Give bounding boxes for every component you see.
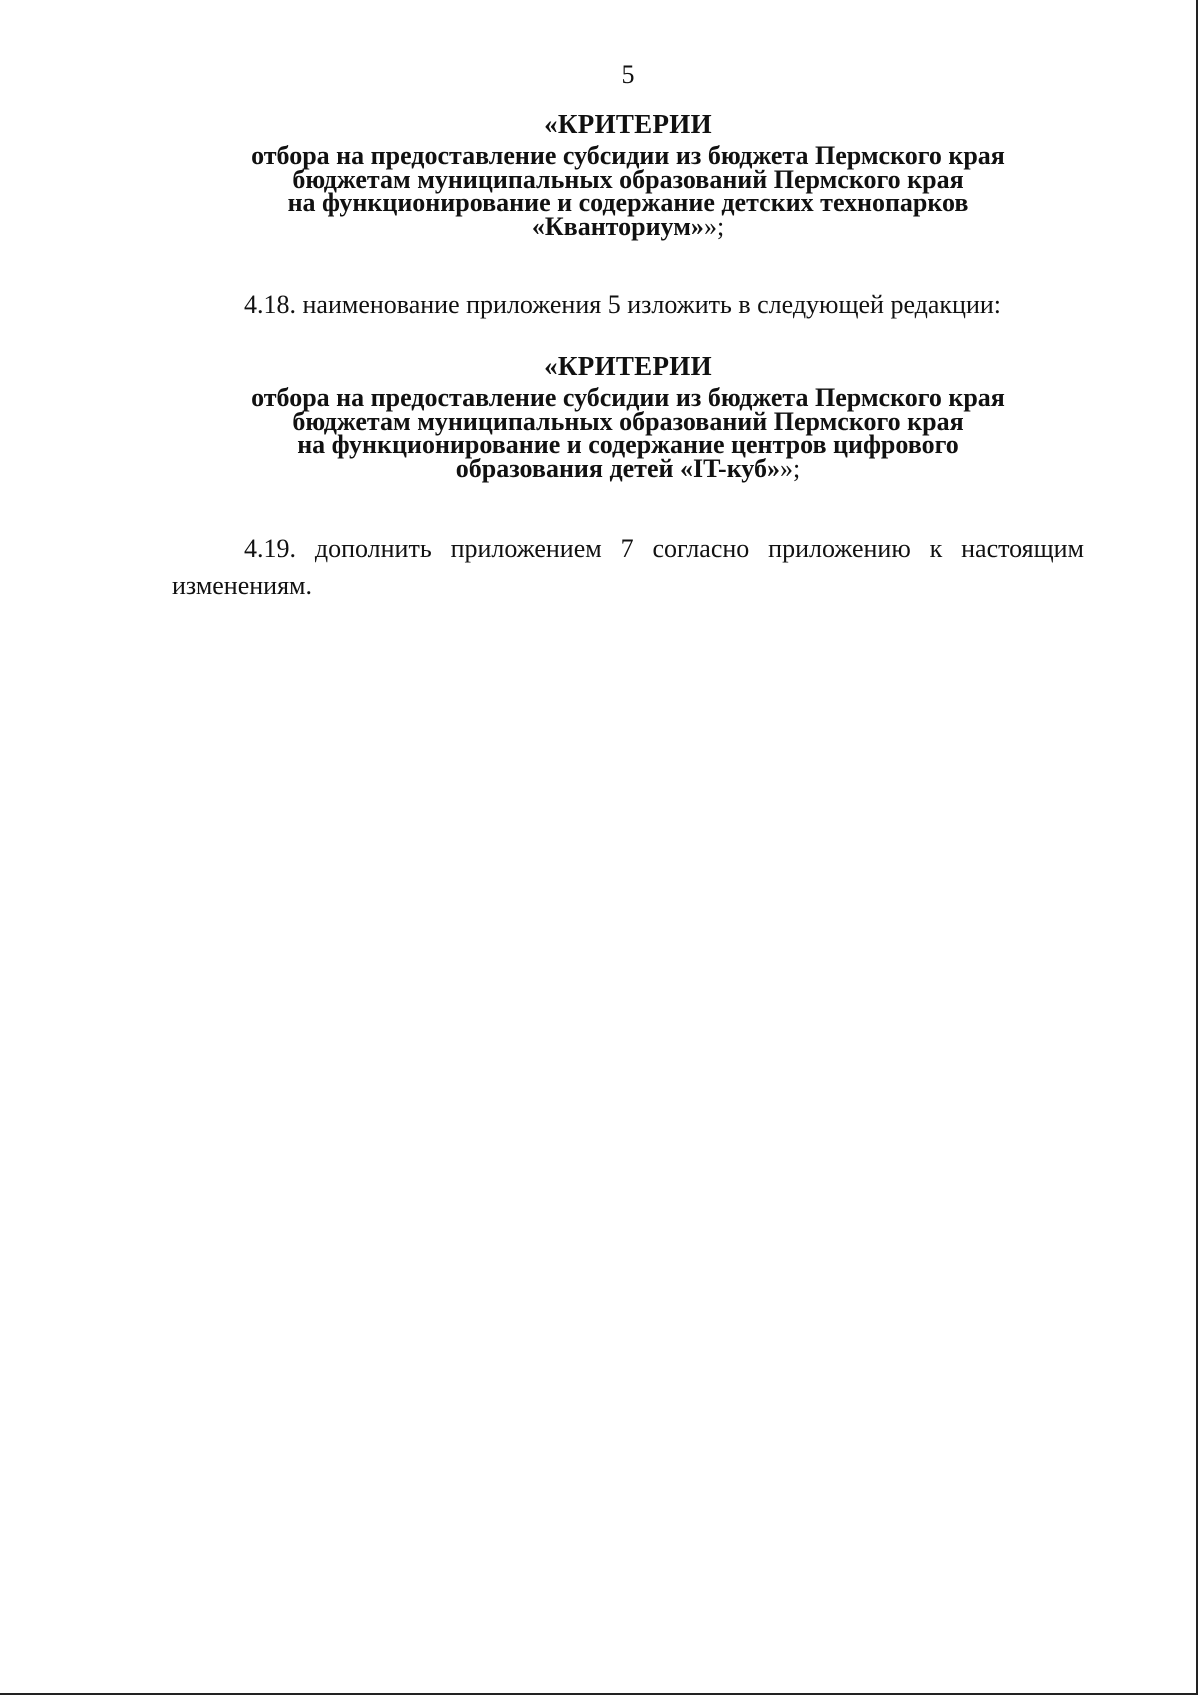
criteria-heading-2 xyxy=(0,350,1200,483)
criteria-1-line-3: на функционирование и содержание детских технопарков xyxy=(287,188,969,217)
criteria-1-line-4-bold: «Кванториум» xyxy=(531,211,704,241)
page-number: 5 xyxy=(621,60,635,89)
criteria-1-line-4 xyxy=(0,211,1200,241)
paragraph-4-18: 4.18. наименование приложения 5 изложить в следующей редакции: xyxy=(244,290,1002,319)
criteria-title-2: «КРИТЕРИИ xyxy=(544,351,712,381)
criteria-1-line-2: бюджетам муниципальных образований Пермского края xyxy=(292,164,964,194)
criteria-2-line-4 xyxy=(0,453,1200,483)
criteria-heading-1 xyxy=(0,108,1200,241)
criteria-title-1: «КРИТЕРИИ xyxy=(544,109,712,139)
paragraph-4-19: 4.19. дополнить приложением 7 согласно приложению к настоящим изменениям. xyxy=(172,534,1084,600)
criteria-2-line-1: отбора на предоставление субсидии из бюджета Пермского края xyxy=(251,383,1005,412)
criteria-2-line-4-tail: »; xyxy=(779,453,801,483)
criteria-1-line-1: отбора на предоставление субсидии из бюджета Пермского края xyxy=(251,141,1005,170)
criteria-2-line-3: на функционирование и содержание центров цифрового xyxy=(297,430,959,459)
criteria-2-line-2: бюджетам муниципальных образований Пермского края xyxy=(292,406,964,436)
criteria-1-line-4-tail: »; xyxy=(703,211,725,241)
criteria-2-line-4-bold: образования детей «IT-куб» xyxy=(455,453,780,483)
